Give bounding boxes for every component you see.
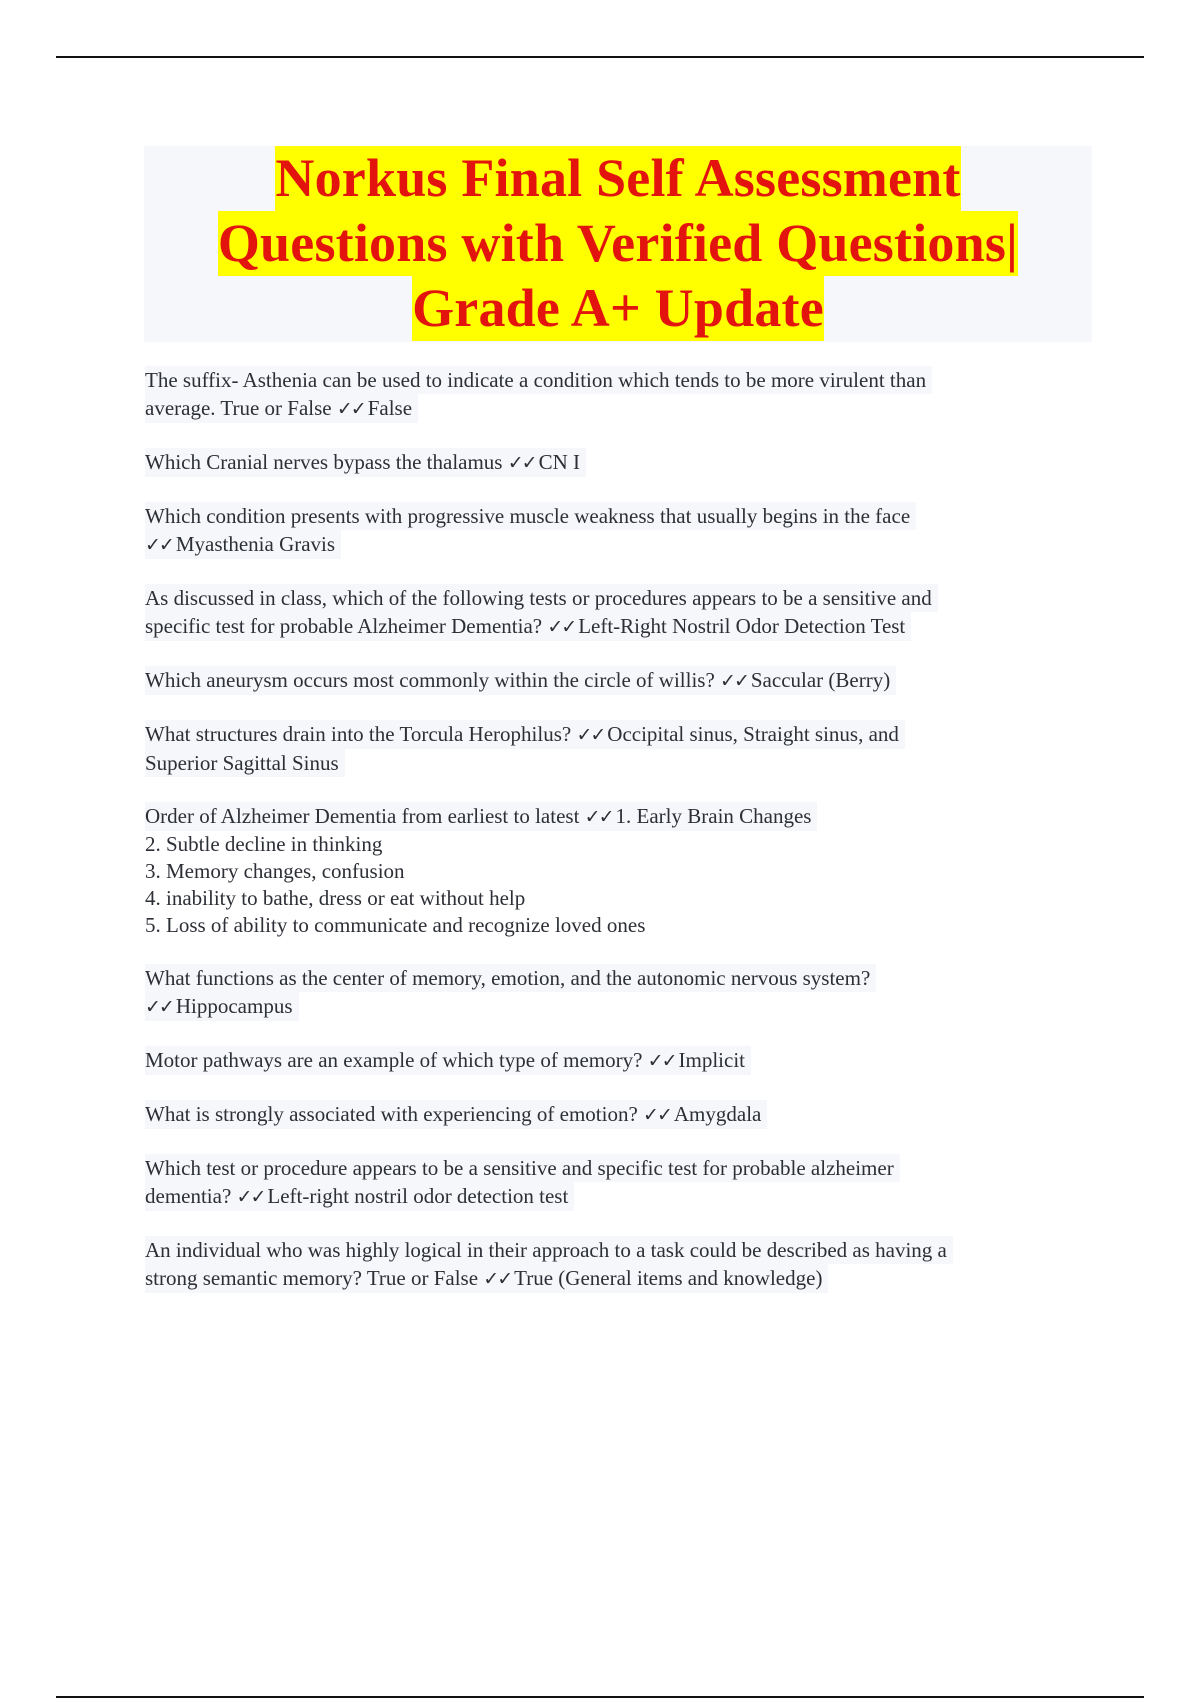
qa-list (145, 366, 1095, 1318)
question-text: Which condition presents with progressive muscle weakness that usually begins in the face (145, 502, 916, 530)
question-text: Which aneurysm occurs most commonly within the circle of willis? (145, 668, 715, 692)
qa-item (145, 366, 1095, 423)
answer-text: Amygdala (673, 1102, 762, 1126)
check-icon: ✓✓ (236, 1186, 265, 1208)
check-icon: ✓✓ (576, 724, 605, 746)
qa-item (145, 964, 1095, 1021)
check-icon: ✓✓ (720, 670, 748, 692)
title-line-1: Norkus Final Self Assessment (275, 146, 960, 211)
check-icon: ✓✓ (647, 1050, 676, 1072)
answer-text: Myasthenia Gravis (175, 532, 336, 556)
question-text: Which test or procedure appears to be a sensitive and specific test for probable alzheimer (145, 1154, 900, 1182)
question-text: Motor pathways are an example of which type of memory? (145, 1048, 643, 1072)
question-text: Order of Alzheimer Dementia from earliest to latest (145, 804, 580, 828)
question-text: The suffix- Asthenia can be used to indicate a condition which tends to be more virulent than (145, 366, 932, 394)
document-title (144, 146, 1092, 342)
qa-item (145, 802, 1095, 939)
qa-item (145, 720, 1095, 777)
question-text: What structures drain into the Torcula Herophilus? (145, 722, 572, 746)
bottom-rule (56, 1696, 1144, 1698)
answer-step: 5. Loss of ability to communicate and recognize loved ones (145, 913, 646, 937)
qa-item (145, 1100, 1095, 1129)
question-text: strong semantic memory? True or False (145, 1266, 479, 1290)
answer-text: CN I (538, 450, 580, 474)
question-text: An individual who was highly logical in their approach to a task could be described as having a (145, 1236, 953, 1264)
answer-text: False (367, 396, 413, 420)
answer-text: True (General items and knowledge) (514, 1266, 823, 1290)
answer-step: 3. Memory changes, confusion (145, 859, 405, 883)
check-icon: ✓✓ (643, 1104, 671, 1126)
check-icon: ✓✓ (483, 1268, 512, 1290)
question-text: dementia? (145, 1184, 232, 1208)
check-icon: ✓✓ (584, 806, 613, 828)
answer-text: Implicit (678, 1048, 746, 1072)
question-text: What functions as the center of memory, emotion, and the autonomic nervous system? (145, 964, 876, 992)
question-text: average. True or False (145, 396, 332, 420)
qa-item (145, 502, 1095, 559)
qa-item (145, 448, 1095, 477)
answer-text: Hippocampus (175, 994, 293, 1018)
answer-text: Saccular (Berry) (750, 668, 891, 692)
title-line-2: Questions with Verified Questions| (218, 211, 1018, 276)
top-rule (56, 56, 1144, 58)
answer-text: Superior Sagittal Sinus (145, 749, 345, 777)
answer-text: Occipital sinus, Straight sinus, and (607, 722, 899, 746)
answer-text: 1. Early Brain Changes (615, 804, 812, 828)
check-icon: ✓✓ (547, 616, 576, 638)
answer-step: 4. inability to bathe, dress or eat without help (145, 886, 526, 910)
question-text: What is strongly associated with experiencing of emotion? (145, 1102, 638, 1126)
qa-item (145, 1046, 1095, 1075)
check-icon: ✓✓ (336, 398, 365, 420)
answer-text: Left-right nostril odor detection test (267, 1184, 569, 1208)
qa-item (145, 1236, 1095, 1293)
qa-item (145, 1154, 1095, 1211)
question-text: Which Cranial nerves bypass the thalamus (145, 450, 503, 474)
answer-text: Left-Right Nostril Odor Detection Test (578, 614, 906, 638)
qa-item (145, 584, 1095, 641)
check-icon: ✓✓ (507, 452, 536, 474)
answer-step: 2. Subtle decline in thinking (145, 832, 383, 856)
question-text: As discussed in class, which of the following tests or procedures appears to be a sensitive and (145, 584, 938, 612)
check-icon: ✓✓ (145, 534, 173, 556)
qa-item (145, 666, 1095, 695)
question-text: specific test for probable Alzheimer Dementia? (145, 614, 543, 638)
check-icon: ✓✓ (145, 996, 173, 1018)
title-line-3: Grade A+ Update (412, 276, 824, 341)
